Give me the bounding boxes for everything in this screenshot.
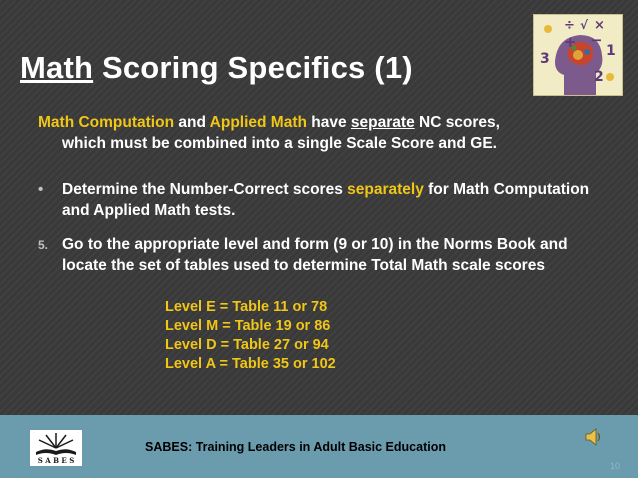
speaker-icon[interactable] (584, 426, 604, 448)
footer-bar (0, 415, 638, 478)
level-e-line: Level E = Table 11 or 78 (165, 299, 328, 315)
step-text: Go to the appropriate level and form (9 or 10) in the Norms Book and locate the set of tables used to determine Total Math scale scores (62, 236, 568, 274)
svg-text:3: 3 (540, 51, 550, 67)
level-m-line: Level M = Table 19 or 86 (165, 318, 331, 334)
applied-math-term: Applied Math (209, 114, 307, 131)
bullet-text-part: Determine the Number-Correct scores (62, 181, 348, 198)
level-d-line: Level D = Table 27 or 94 (165, 337, 329, 353)
level-a-line: Level A = Table 35 or 102 (165, 356, 336, 372)
page-number: 10 (610, 461, 621, 471)
title-rest: Scoring Specifics (1) (93, 50, 413, 85)
svg-text:1: 1 (606, 43, 616, 59)
intro-text: NC scores, (414, 114, 500, 131)
footer-caption: SABES: Training Leaders in Adult Basic Education (145, 440, 446, 454)
svg-text:√: √ (580, 18, 589, 32)
math-clipart-logo (533, 14, 623, 96)
bullet-item (38, 179, 598, 221)
svg-text:2: 2 (594, 69, 604, 85)
sabes-logo (30, 430, 82, 466)
bullet-text (38, 179, 598, 221)
slide-title (20, 50, 413, 86)
svg-text:×: × (594, 18, 605, 33)
open-book-sunburst-icon (30, 430, 82, 466)
math-computation-term: Math Computation (38, 114, 175, 131)
separately-term: separately (347, 181, 424, 198)
svg-text:÷: ÷ (564, 18, 575, 33)
bullet-text-part: for Math Computation and Applied Math tests. (62, 181, 590, 219)
step-number: 5. (38, 238, 49, 252)
bullet-marker: • (38, 181, 44, 198)
intro-text: have (306, 114, 351, 131)
level-table-list (165, 298, 336, 374)
numbered-step (38, 234, 608, 276)
intro-line-2: which must be combined into a single Scale Score and GE. (62, 135, 497, 152)
svg-text:S A B E S: S A B E S (37, 456, 75, 465)
title-math: Math (20, 50, 94, 85)
separate-term: separate (350, 114, 415, 131)
intro-text: and (174, 114, 210, 131)
intro-paragraph (38, 112, 608, 154)
svg-text:−: − (590, 31, 603, 49)
math-head-icon (534, 15, 622, 95)
svg-text:+: + (564, 33, 577, 51)
